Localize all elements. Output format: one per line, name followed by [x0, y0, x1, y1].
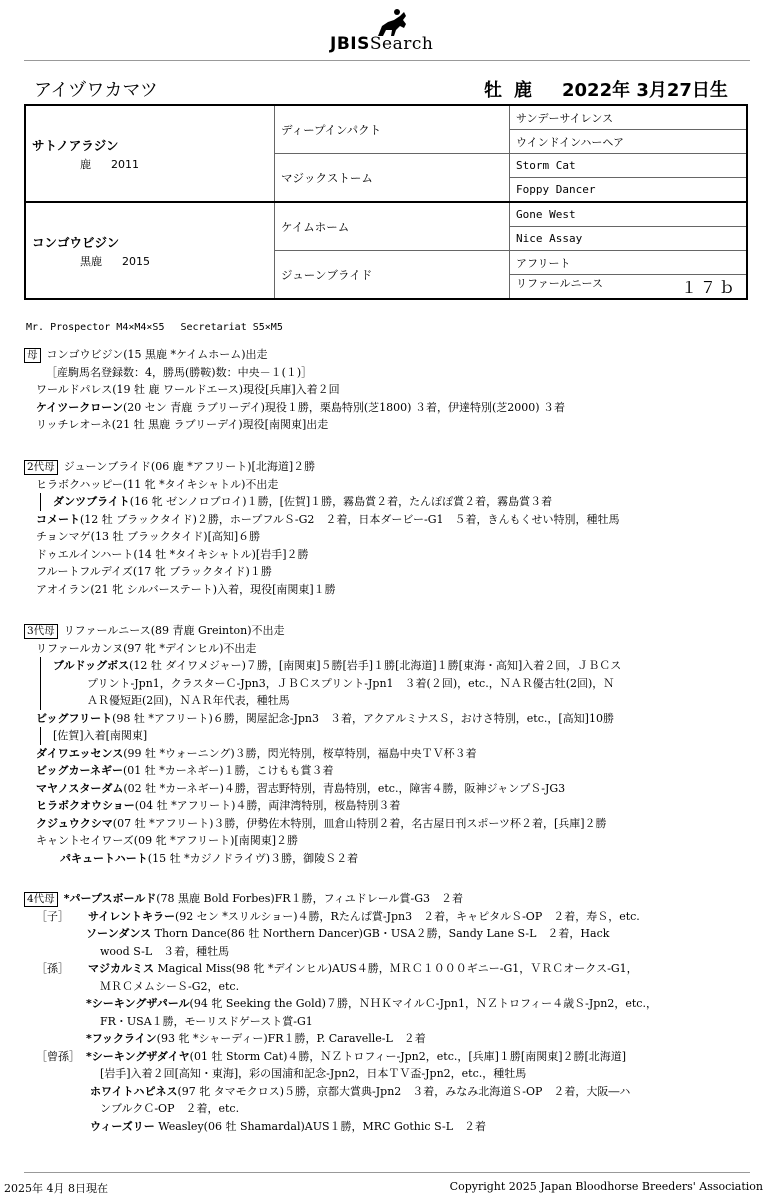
horse-sex: 牡	[484, 80, 502, 101]
g4-line-4: wood S-L ３着，種牡馬	[100, 944, 230, 958]
g3-l3-bold: ブルドッグボス	[53, 659, 130, 672]
g3-line-9	[24, 762, 621, 780]
g3-l8-text: (99 牡 *ウォーニング)３勝，閃光特別，桜草特別，福島中央ＴＶ杯３着	[123, 746, 477, 760]
g3-line-1: リファールニース(89 青鹿 Greinton)不出走	[63, 624, 285, 637]
g-cell-5[interactable]: Gone West	[510, 202, 748, 227]
dam-cell	[25, 202, 275, 299]
sire-color: 鹿	[80, 157, 91, 171]
g3-l11-text: (04 牡 *アフリート)４勝，両津湾特別，桜島特別３着	[134, 799, 401, 812]
g4-line-10	[24, 1048, 657, 1066]
g3-l10-bold: マヤノスターダム	[36, 781, 124, 795]
g4-line-2	[24, 908, 657, 926]
sire-year: 2011	[111, 157, 139, 171]
g4-line-11: [岩手]入着２回[高知・東海]，彩の国浦和記念-Jpn2，日本ＴＶ盃-Jpn2，etc.，種牡馬	[100, 1067, 527, 1080]
g4-l10-bold: *シーキングザダイヤ	[86, 1049, 190, 1063]
g4-line-6: ＭＲＣメムシーＳ-G2，etc.	[100, 979, 240, 993]
inbreeding-note: Mr. Prospector M4×M4×S5 Secretariat S5×M5	[26, 322, 283, 333]
g4-l10-text: (01 牡 Storm Cat)４勝，ＮＺトロフィー-Jpn2，etc.，[兵庫]１勝[南関東]２勝[北海道]	[189, 1049, 627, 1063]
g4-line-14	[24, 1118, 657, 1136]
dam-line-1: コンゴウビジン(15 黒鹿 *ケイムホーム)出走	[46, 348, 268, 361]
jbis-logo[interactable]	[330, 8, 460, 56]
g2-line-7: フルートフルデイズ(17 牝 ブラックタイド)１勝	[36, 565, 272, 578]
g3-line-14	[24, 850, 621, 868]
g4-l14-bold: ウィーズリー	[90, 1119, 155, 1133]
g3-line-12	[24, 815, 621, 833]
g-cell-2[interactable]: ウインドインハーヘア	[510, 130, 748, 154]
g4-l2-text: (92 セン *スリルショー)４勝，Rたんぱ賞-Jpn3 ２着，キャピタルＳ-OP ２着，寿Ｓ，etc.	[174, 909, 640, 923]
g4-tag: 4代母	[24, 892, 58, 907]
dam-line-3: ワールドパレス(19 牡 鹿 ワールドエース)現役[兵庫]入着２回	[36, 383, 340, 396]
g2-section	[24, 458, 620, 598]
g4-line-3	[24, 925, 657, 943]
g4-l14-text: Weasley(06 牡 Shamardal)AUS１勝，MRC Gothic S-L ２着	[154, 1119, 487, 1133]
g4-l5-text: Magical Miss(98 牝 *デインヒル)AUS４勝，ＭＲＣ１０００ギニー-G1，ＶＲＣオークス-G1，	[154, 962, 638, 975]
horse-name: アイヅワカマツ	[34, 80, 158, 101]
g4-l3-text: Thorn Dance(86 牡 Northern Dancer)GB・USA２勝，Sandy Lane S-L ２着，Hack	[151, 927, 610, 940]
dam-line-4	[24, 399, 565, 417]
g4-line-5	[24, 960, 657, 978]
dam-progeny-text: (20 セン 青鹿 ラブリーデイ)現役１勝，栗島特別(芝1800) ３着，伊達特別(芝2000) ３着	[123, 400, 566, 414]
g-cell-8-name[interactable]: リファールニース	[516, 277, 604, 290]
g4-line-12	[24, 1083, 657, 1101]
family-number: １７ｂ	[680, 278, 738, 297]
sire-cell	[25, 105, 275, 202]
g-cell-4[interactable]: Foppy Dancer	[510, 178, 748, 203]
sd-cell[interactable]: マジックストーム	[275, 154, 510, 203]
dam-name[interactable]: コンゴウビジン	[32, 234, 120, 250]
g-cell-1[interactable]: サンデーサイレンス	[510, 105, 748, 130]
g3-line-3	[40, 657, 621, 675]
g3-line-13: キャントセイワーズ(09 牝 *アフリート)[南関東]２勝	[36, 834, 299, 847]
g3-l11-bold: ヒラボクオウショー	[36, 799, 135, 812]
g4-label-ggrand: ［曾孫］	[36, 1049, 80, 1063]
g4-l5-bold: マジカルミス	[88, 962, 154, 975]
dam-line-2: ［産駒馬名登録数：4，勝馬(勝鞍)数：中央－１(１)］	[46, 365, 313, 379]
g2-line-3	[40, 493, 620, 511]
g3-l14-bold: パキュートハート	[60, 851, 148, 865]
g2-line-8: アオイラン(21 牝 シルバーステート)入着，現役[南関東]１勝	[36, 582, 336, 596]
pedigree-table	[24, 104, 748, 300]
horse-birth: 2022年 3月27日生	[562, 80, 728, 101]
footer-rule	[24, 1172, 750, 1173]
g2-l3-bold: ダンツブライト	[53, 495, 130, 508]
ss-cell[interactable]: ディープインパクト	[275, 105, 510, 154]
g3-line-10	[24, 780, 621, 798]
g2-line-5: チョンマゲ(13 牡 ブラックタイド)[高知]６勝	[36, 530, 261, 543]
g3-l12-text: (07 牡 *アフリート)３勝，伊勢佐木特別，皿倉山特別２着，名古屋日刊スポーツ杯２着，[兵庫]２勝	[112, 816, 607, 830]
g4-line-13: ンブルクＣ-OP ２着，etc.	[100, 1102, 240, 1115]
dam-progeny-bold: ケイツークローン	[36, 400, 124, 414]
dd-cell[interactable]: ジューンブライド	[275, 251, 510, 300]
logo-text-jbis: JBIS	[330, 34, 370, 54]
dam-color: 黒鹿	[80, 254, 102, 268]
g2-line-6: ドゥエルインハート(14 牡 *タイキシャトル)[岩手]２勝	[36, 547, 309, 561]
g4-l9-bold: *フックライン	[86, 1032, 157, 1045]
g4-l1-text: (78 黒鹿 Bold Forbes)FR１勝，フィユドレール賞-G3 ２着	[156, 892, 463, 905]
horse-color: 鹿	[514, 80, 532, 101]
g3-line-4: プリント-Jpn1，クラスターＣ-Jpn3，ＪＢＣスプリント-Jpn1 ３着(２回)，etc.，ＮＡＲ優古牡(2回)，Ｎ	[40, 675, 621, 693]
footer-copyright: Copyright 2025 Japan Bloodhorse Breeders' Association	[449, 1180, 763, 1193]
g3-tag: 3代母	[24, 624, 58, 639]
g4-l7-bold: *シーキングザパール	[86, 997, 190, 1010]
g2-line-4	[24, 511, 620, 529]
header-rule	[24, 60, 750, 61]
g4-l7-text: (94 牝 Seeking the Gold)７勝，ＮＨＫマイルＣ-Jpn1，ＮＺトロフィー４歳Ｓ-Jpn2，etc.，	[189, 997, 657, 1010]
g3-line-6	[24, 710, 621, 728]
g3-l3-text: (12 牡 ダイワメジャー)７勝，[南関東]５勝[岩手]１勝[北海道]１勝[東海・高知]入着２回，ＪＢＣス	[129, 659, 622, 672]
g3-line-11	[24, 797, 621, 815]
dam-line-5: リッチレオーネ(21 牡 黒鹿 ラブリーデイ)現役[南関東]出走	[36, 418, 329, 431]
g3-l6-bold: ビッグフリート	[36, 711, 113, 725]
logo-text-search: Search	[369, 34, 434, 54]
g4-l9-text: (93 牝 *シャーディー)FR１勝，P. Caravelle-L ２着	[156, 1032, 426, 1045]
g2-l4-text: (12 牡 ブラックタイド)２勝，ホープフルＳ-G2 ２着，日本ダービー-G1 ５着，きんもくせい特別，種牡馬	[80, 512, 620, 526]
g4-line-8: FR・USA１勝，モーリスドゲースト賞-G1	[100, 1014, 313, 1028]
g3-l6-text: (98 牡 *アフリート)６勝，関屋記念-Jpn3 ３着，アクアルミナスＳ，おけさ特別，etc.，[高知]10勝	[112, 711, 614, 725]
g3-l14-text: (15 牡 *カジノドライヴ)３勝，御陵Ｓ２着	[147, 851, 359, 865]
g4-l12-text: (97 牝 タマモクロス)５勝，京都大賞典-Jpn2 ３着，みなみ北海道Ｓ-OP ２着，大阪―ハ	[177, 1084, 631, 1098]
g4-section	[24, 890, 657, 1135]
g3-line-7: [佐賀]入着[南関東]	[40, 727, 621, 745]
g2-line-1: ジューンブライド(06 鹿 *アフリート)[北海道]２勝	[63, 460, 316, 473]
g3-line-8	[24, 745, 621, 763]
g4-l12-bold: ホワイトハピネス	[90, 1084, 178, 1098]
sire-name[interactable]: サトノアラジン	[32, 137, 119, 153]
g4-l1-bold: *パープスボールド	[63, 892, 157, 905]
g3-l10-text: (02 牡 *カーネギー)４勝，習志野特別，青島特別，etc.，障害４勝，阪神ジャンプＳ-JG3	[123, 781, 566, 795]
g3-l8-bold: ダイワエッセンス	[36, 746, 124, 760]
g2-l4-bold: コメート	[36, 512, 80, 526]
g3-section	[24, 622, 621, 867]
g-cell-3[interactable]: Storm Cat	[510, 154, 748, 178]
g3-l9-text: (01 牡 *カーネギー)１勝，こけもも賞３着	[123, 764, 334, 777]
g3-line-5: ＡＲ優短距(2回)，ＮＡＲ年代表，種牡馬	[40, 692, 621, 710]
g4-label-grand: ［孫］	[36, 962, 69, 975]
g2-l3-text: (16 牝 ゼンノロブロイ)１勝，[佐賀]１勝，霧島賞２着，たんぽぽ賞２着，霧島賞３着	[129, 495, 553, 508]
dam-tag: 母	[24, 348, 41, 363]
dam-year: 2015	[122, 254, 150, 268]
horse-info	[484, 76, 740, 102]
g-cell-6[interactable]: Nice Assay	[510, 227, 748, 251]
g3-l12-bold: クジュウクシマ	[36, 816, 113, 830]
g2-line-2: ヒラボクハッピー(11 牝 *タイキシャトル)不出走	[36, 477, 279, 491]
ds-cell[interactable]: ケイムホーム	[275, 202, 510, 251]
g4-line-9	[24, 1030, 657, 1048]
g4-l3-bold: ソーンダンス	[86, 927, 152, 940]
g2-tag: 2代母	[24, 460, 58, 475]
g4-line-7	[24, 995, 657, 1013]
g-cell-8	[510, 275, 748, 300]
g3-l9-bold: ビッグカーネギー	[36, 764, 124, 777]
footer-date: 2025年 4月 8日現在	[4, 1182, 108, 1195]
g4-l2-bold: サイレントキラー	[88, 909, 175, 923]
g3-line-2: リファールカンヌ(97 牝 *デインヒル)不出走	[36, 641, 257, 655]
g4-label-child: ［子］	[36, 909, 69, 923]
dam-section	[24, 346, 565, 434]
g-cell-7[interactable]: アフリート	[510, 251, 748, 275]
